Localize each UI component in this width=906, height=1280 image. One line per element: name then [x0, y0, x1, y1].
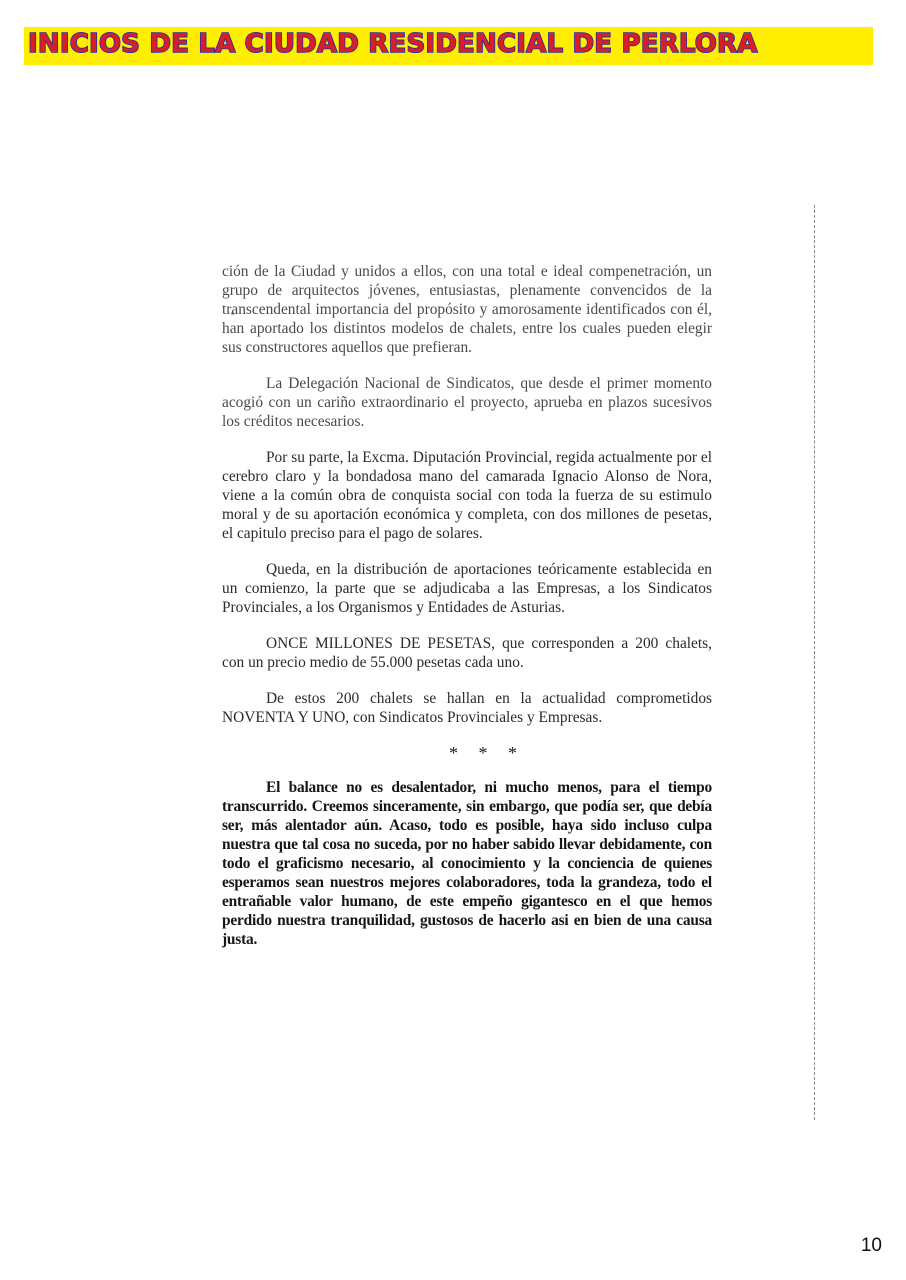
scanned-document-text	[222, 262, 712, 949]
paragraph-5: ONCE MILLONES DE PESETAS, que corresponden a 200 chalets, con un precio medio de 55.000 pesetas cada uno.	[222, 635, 712, 671]
page-number: 10	[860, 1235, 882, 1256]
closing-paragraph: El balance no es desalentador, ni mucho menos, para el tiempo transcurrido. Creemos sinceramente, sin embargo, que podía ser, que debía ser, más alentador aún. Acaso, todo es posible, haya sido incluso culpa nuestra que tal cosa no suceda, por no haber sabido llevar debidamente, con todo el graficismo necesario, al conocimiento y la conciencia de quienes esperamos sean nuestros mejores colaboradores, toda la grandeza, todo el entrañable valor humano, de este empeño gigantesco en el que hemos perdido nuestra tranquilidad, gustosos de hacerlo asi en bien de una causa justa.	[222, 779, 712, 948]
title-banner	[24, 27, 873, 65]
paragraph-2: La Delegación Nacional de Sindicatos, que desde el primer momento acogió con un cariño extraordinario el proyecto, aprueba en plazos sucesivos los créditos necesarios.	[222, 375, 712, 430]
page-title: INICIOS DE LA CIUDAD RESIDENCIAL DE PERLORA	[28, 29, 758, 59]
paragraph-3: Por su parte, la Excma. Diputación Provincial, regida actualmente por el cerebro claro y la bondadosa mano del camarada Ignacio Alonso de Nora, viene a la común obra de conquista social con toda la fuerza de su estimulo moral y de su aportación económica y completa, con dos millones de pesetas, el capitulo preciso para el pago de solares.	[222, 449, 712, 542]
paragraph-4: Queda, en la distribución de aportaciones teóricamente establecida en un comienzo, la parte que se adjudicaba a las Empresas, a los Sindicatos Provinciales, a los Organismos y Entidades de Asturias.	[222, 561, 712, 616]
crop-guide-line	[814, 205, 815, 1120]
paragraph-1: ción de la Ciudad y unidos a ellos, con una total e ideal compenetración, un grupo de arquitectos jóvenes, entusiastas, plenamente convencidos de la transcendental importancia del propósito y amorosamente identificados con él, han aportado los distintos modelos de chalets, entre los cuales pueden elegir sus constructores aquellos que prefieran.	[222, 263, 712, 356]
paragraph-6: De estos 200 chalets se hallan en la actualidad comprometidos NOVENTA Y UNO, con Sindicatos Provinciales y Empresas.	[222, 690, 712, 726]
section-separator: * * *	[449, 743, 525, 763]
